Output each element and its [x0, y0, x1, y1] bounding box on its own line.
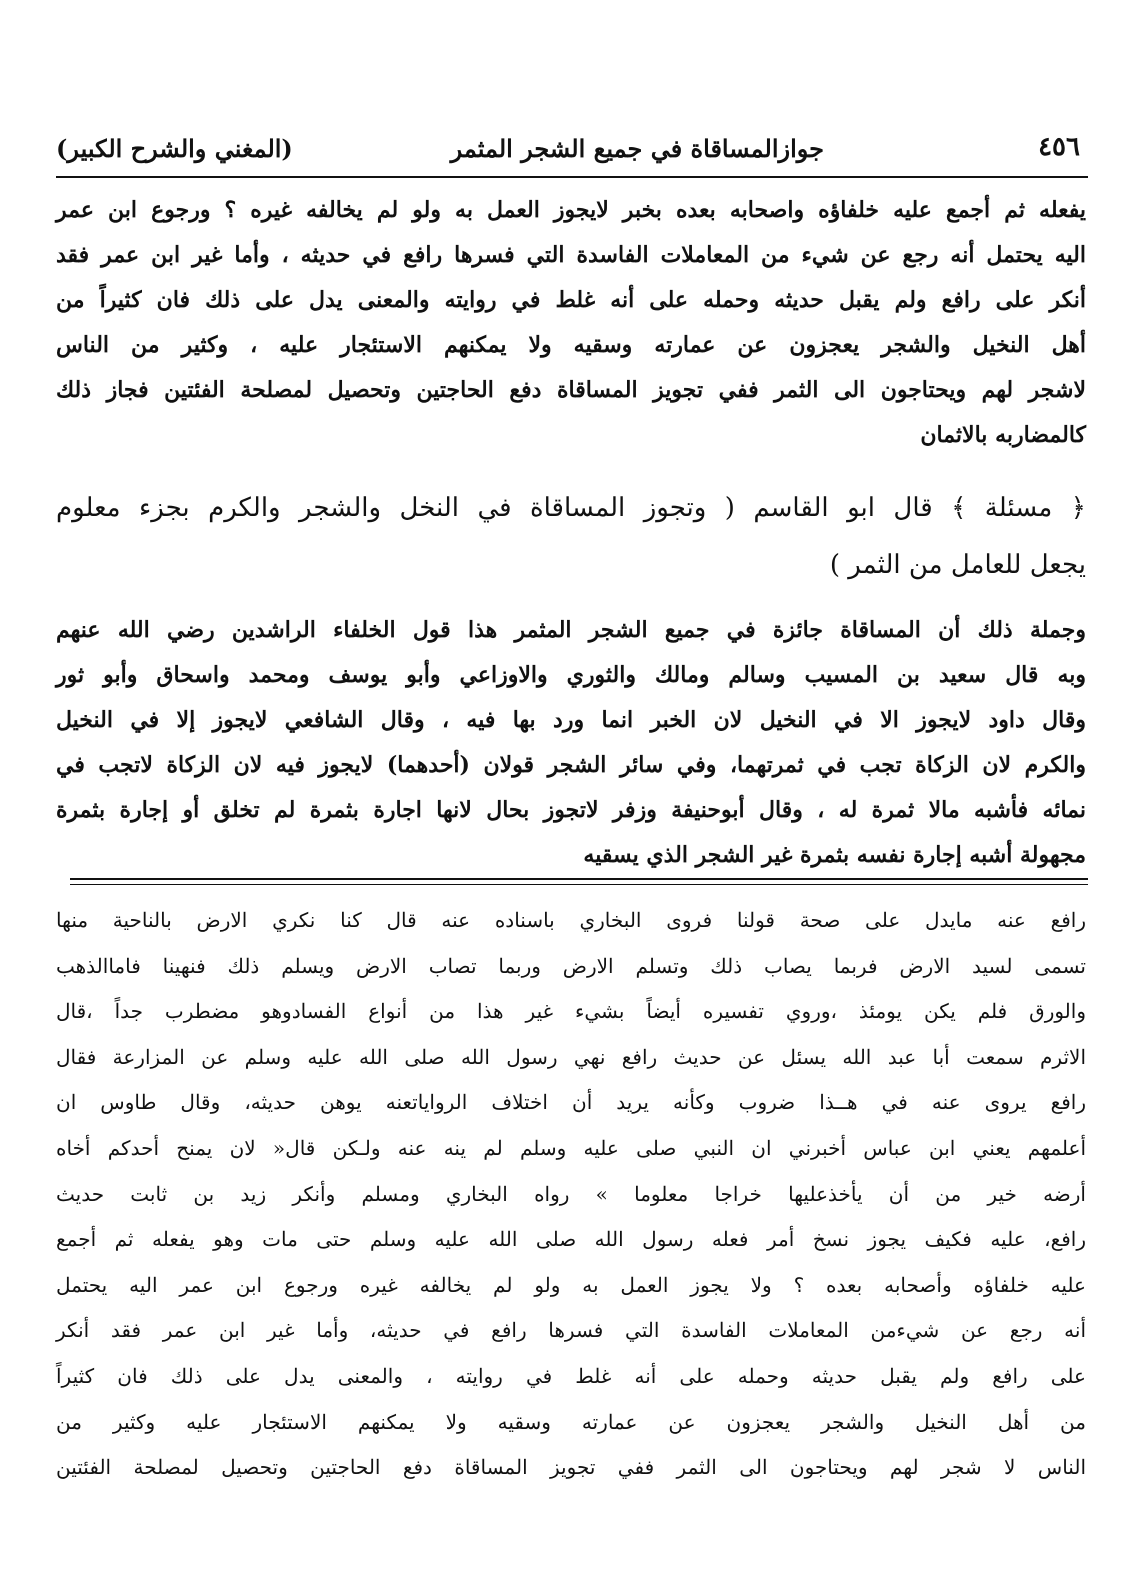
footnote-divider-thin [70, 884, 1088, 885]
text-line: أهل النخيل والشجر يعجزون عن عمارته وسقيه ولا يمكنهم الاستئجار عليه ، وكثير من الناس [56, 332, 1086, 358]
running-header [56, 128, 1086, 174]
footnote-line: تسمى لسيد الارض فربما يصاب ذلك وتسلم الارض وربما تصاب الارض ويسلم ذلك فنهينا فاماالذهب [56, 953, 1086, 978]
top-paragraph [56, 188, 1086, 458]
text-line: وبه قال سعيد بن المسيب وسالم ومالك والثوري والاوزاعي وأبو يوسف ومحمد واسحاق وأبو ثور [56, 662, 1086, 688]
section-title: جوازالمساقاة في جميع الشجر المثمر [450, 134, 824, 163]
footnote-line: أنه رجع عن شيءمن المعاملات الفاسدة التي فسرها رافع في حديثه، وأما غير ابن عمر فقد أنكر [56, 1318, 1086, 1343]
book-title: (المغني والشرح الكبير) [56, 134, 293, 163]
footnote-line: على رافع ولم يقبل حديثه وحمله على أنه غلط في روايته ، والمعنى يدل على ذلك فان كثيراً [56, 1363, 1086, 1388]
text-line: وقال داود لايجوز الا في النخيل لان الخبر انما ورد بها فيه ، وقال الشافعي لايجوز إلا في النخيل [56, 707, 1086, 733]
footnote-line: رافع عنه مايدل على صحة قولنا فروى البخاري باسناده عنه قال كنا نكري الارض بالناحية منها [56, 908, 1086, 932]
footnote-line: والورق فلم يكن يومئذ ،وروي تفسيره أيضاً بشيء غير هذا من أنواع الفسادوهو مضطرب جداً ،قال [56, 999, 1086, 1024]
problem-statement [56, 480, 1086, 594]
text-line: أنكر على رافع ولم يقبل حديثه وحمله على أنه غلط في روايته والمعنى يدل على ذلك فان كثيراً من [56, 287, 1086, 313]
page-number: ٤٥٦ [1038, 132, 1080, 162]
text-line: مجهولة أشبه إجارة نفسه بثمرة غير الشجر الذي يسقيه [583, 842, 1086, 868]
footnote-line: أعلمهم يعني ابن عباس أخبرني ان النبي صلى عليه وسلم لم ينه عنه ولـكن قال« لان يمنح أحدكم أخاه [56, 1135, 1086, 1160]
footnote-line: رافع، عليه فكيف يجوز نسخ أمر فعله رسول الله صلى الله عليه وسلم حتى مات وهو يفعله ثم أجمع [56, 1227, 1086, 1252]
text-line: يفعله ثم أجمع عليه خلفاؤه واصحابه بعده بخبر لايجوز العمل به ولو لم يخالفه غيره ؟ ورجوع ابن عمر [56, 197, 1086, 223]
footnote [56, 898, 1086, 1491]
second-paragraph [56, 608, 1086, 878]
footnote-divider [70, 878, 1088, 880]
footnote-line: رافع يروى عنه في هــذا ضروب وكأنه يريد أن اختلاف الرواياتعنه يوهن حديثه، وقال طاوس ان [56, 1090, 1086, 1115]
problem-line: يجعل للعامل من الثمر ) [829, 550, 1086, 580]
footnote-line: الاثرم سمعت أبا عبد الله يسئل عن حديث رافع نهي رسول الله صلى الله عليه وسلم عن المزارعة فقال [56, 1044, 1086, 1069]
text-line: نمائه فأشبه مالا ثمرة له ، وقال أبوحنيفة وزفر لاتجوز بحال لانها اجارة بثمرة لم تخلق أو إجارة بثمرة [56, 797, 1087, 823]
problem-line: ﴿ مسئلة ﴾ قال ابو القاسم ( وتجوز المساقاة في النخل والشجر والكرم بجزء معلوم [56, 493, 1086, 523]
header-rule [56, 176, 1088, 178]
footnote-line: أرضه خير من أن يأخذعليها خراجا معلوما » رواه البخاري ومسلم وأنكر زيد بن ثابت حديث [56, 1181, 1086, 1206]
footnote-line: الناس لا شجر لهم ويحتاجون الى الثمر ففي تجويز المساقاة دفع الحاجتين وتحصيل لمصلحة الفئتين [56, 1455, 1086, 1480]
text-line: وجملة ذلك أن المساقاة جائزة في جميع الشجر المثمر هذا قول الخلفاء الراشدين رضي الله عنهم [56, 617, 1086, 643]
text-line: والكرم لان الزكاة تجب في ثمرتهما، وفي سائر الشجر قولان (أحدهما) لايجوز فيه لان الزكاة لاتجب في [56, 752, 1086, 778]
text-line: لاشجر لهم ويحتاجون الى الثمر ففي تجويز المساقاة دفع الحاجتين وتحصيل لمصلحة الفئتين فجاز ذلك [56, 377, 1086, 403]
footnote-line: عليه خلفاؤه وأصحابه بعده ؟ ولا يجوز العمل به ولو لم يخالفه غيره ورجوع ابن عمر اليه يحتمل [56, 1272, 1086, 1297]
footnote-line: من أهل النخيل والشجر يعجزون عن عمارته وسقيه ولا يمكنهم الاستئجار عليه وكثير من [56, 1409, 1086, 1434]
text-line: اليه يحتمل أنه رجع عن شيء من المعاملات الفاسدة التي فسرها رافع في حديثه ، وأما غير ابن عمر فقد [56, 242, 1086, 268]
text-line: كالمضاربه بالاثمان [920, 422, 1086, 448]
